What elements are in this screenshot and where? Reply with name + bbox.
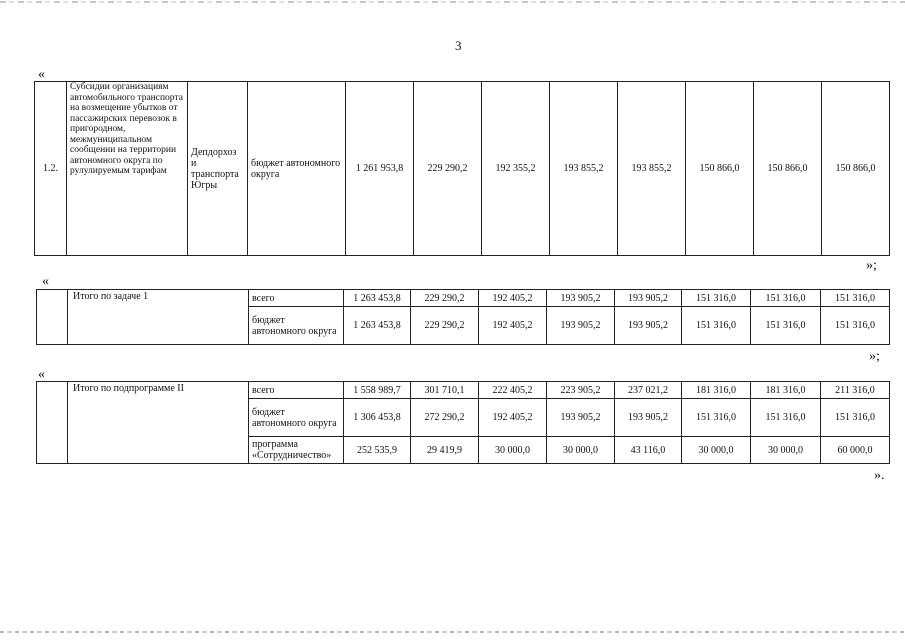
close-quote-2: »; <box>869 349 880 364</box>
total-label: Итого по задаче 1 <box>68 290 249 345</box>
task-1-total-table <box>36 289 890 345</box>
value-cell: 229 290,2 <box>411 307 479 345</box>
funding-source: программа «Сотрудничество» <box>249 437 344 464</box>
funding-source: всего <box>249 290 344 307</box>
value-cell: 193 855,2 <box>618 82 686 256</box>
scan-artifact-bottom <box>0 631 905 633</box>
value-cell: 151 316,0 <box>682 307 751 345</box>
funding-source: бюджет автономного округа <box>249 307 344 345</box>
value-cell: 193 855,2 <box>550 82 618 256</box>
value-cell: 1 306 453,8 <box>344 399 411 437</box>
page-number: 3 <box>455 38 462 53</box>
value-cell: 193 905,2 <box>615 307 682 345</box>
value-cell: 151 316,0 <box>751 290 821 307</box>
value-cell: 192 355,2 <box>482 82 550 256</box>
value-cell: 30 000,0 <box>547 437 615 464</box>
funding-source: всего <box>249 382 344 399</box>
value-cell: 30 000,0 <box>751 437 821 464</box>
value-cell: 272 290,2 <box>411 399 479 437</box>
value-cell: 30 000,0 <box>682 437 751 464</box>
value-cell: 193 905,2 <box>615 290 682 307</box>
value-cell: 192 405,2 <box>479 307 547 345</box>
value-cell: 223 905,2 <box>547 382 615 399</box>
value-cell: 1 261 953,8 <box>346 82 414 256</box>
value-cell: 60 000,0 <box>821 437 890 464</box>
value-cell: 193 905,2 <box>615 399 682 437</box>
value-cell: 229 290,2 <box>414 82 482 256</box>
value-cell: 222 405,2 <box>479 382 547 399</box>
value-cell: 30 000,0 <box>479 437 547 464</box>
value-cell: 151 316,0 <box>682 290 751 307</box>
value-cell: 151 316,0 <box>751 399 821 437</box>
value-cell: 237 021,2 <box>615 382 682 399</box>
total-label: Итого по подпрограмме II <box>68 382 249 464</box>
value-cell: 181 316,0 <box>682 382 751 399</box>
value-cell: 43 116,0 <box>615 437 682 464</box>
open-quote-1: « <box>38 67 45 82</box>
value-cell: 151 316,0 <box>821 290 890 307</box>
value-cell: 192 405,2 <box>479 399 547 437</box>
value-cell: 193 905,2 <box>547 307 615 345</box>
empty-cell <box>37 290 68 345</box>
value-cell: 151 316,0 <box>682 399 751 437</box>
value-cell: 193 905,2 <box>547 399 615 437</box>
value-cell: 301 710,1 <box>411 382 479 399</box>
value-cell: 192 405,2 <box>479 290 547 307</box>
value-cell: 151 316,0 <box>821 399 890 437</box>
close-quote-3: ». <box>874 468 885 483</box>
scan-artifact-top <box>0 1 905 3</box>
value-cell: 151 316,0 <box>751 307 821 345</box>
value-cell: 229 290,2 <box>411 290 479 307</box>
open-quote-2: « <box>42 274 49 289</box>
close-quote-1: »; <box>866 258 877 273</box>
funding-source: бюджет автономного округа <box>249 399 344 437</box>
value-cell: 150 866,0 <box>822 82 890 256</box>
funding-source: бюджет автономного округа <box>248 82 346 256</box>
empty-cell <box>37 382 68 464</box>
measure-name: Субсидии организациям автомобильного транспорта на возмещение убытков от пассажирских перевозок в пригородном, межмуниципальном сообщении на территории автономного округа по рулулируемым тарифам <box>67 82 188 256</box>
open-quote-3: « <box>38 367 45 382</box>
value-cell: 151 316,0 <box>821 307 890 345</box>
subsidy-table-row-1-2 <box>34 81 890 256</box>
value-cell: 193 905,2 <box>547 290 615 307</box>
value-cell: 1 558 989,7 <box>344 382 411 399</box>
value-cell: 1 263 453,8 <box>344 290 411 307</box>
row-number: 1.2. <box>35 82 67 256</box>
value-cell: 150 866,0 <box>686 82 754 256</box>
executor: Депдорхоз и транспорта Югры <box>188 82 248 256</box>
subprogram-2-total-table <box>36 381 890 464</box>
value-cell: 181 316,0 <box>751 382 821 399</box>
value-cell: 252 535,9 <box>344 437 411 464</box>
value-cell: 29 419,9 <box>411 437 479 464</box>
value-cell: 150 866,0 <box>754 82 822 256</box>
value-cell: 211 316,0 <box>821 382 890 399</box>
value-cell: 1 263 453,8 <box>344 307 411 345</box>
